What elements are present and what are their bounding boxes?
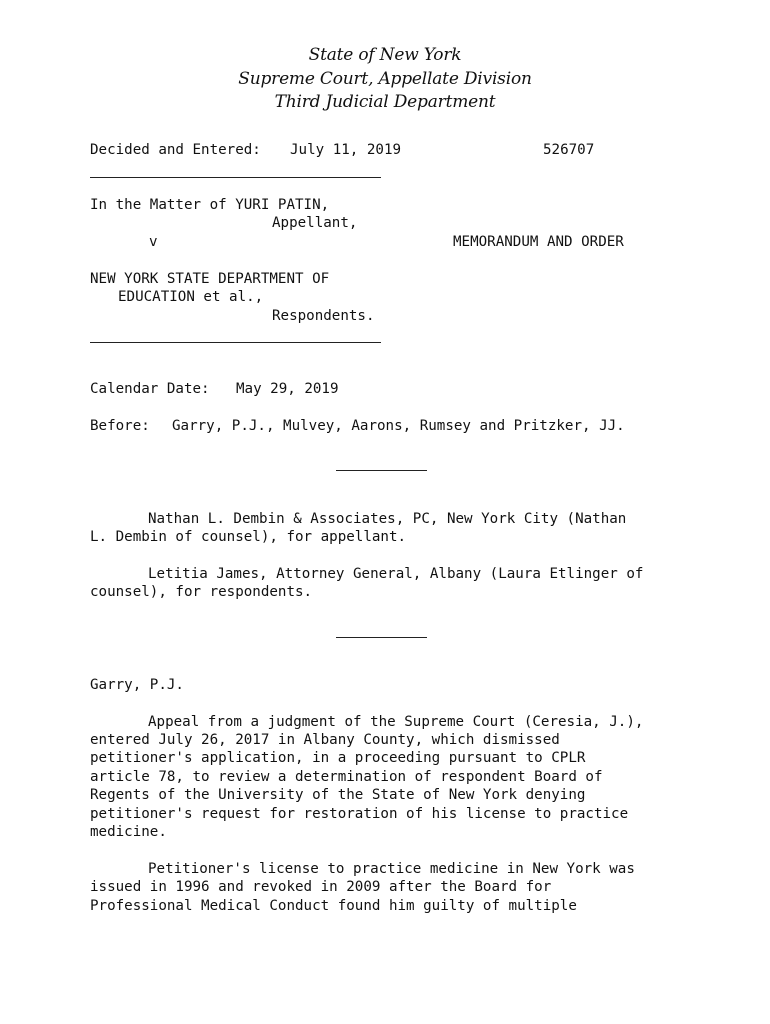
respondent-name-line2: EDUCATION et al.,	[118, 289, 264, 305]
calendar-date: May 29, 2019	[236, 381, 339, 397]
appellant-counsel-line1: Nathan L. Dembin & Associates, PC, New York City (Nathan	[148, 511, 627, 527]
opinion-para1-line: entered July 26, 2017 in Albany County, which dismissed	[90, 732, 560, 748]
petitioner-role: Appellant,	[272, 215, 358, 231]
respondents-counsel-line2: counsel), for respondents.	[90, 584, 313, 600]
versus: v	[149, 234, 158, 250]
petitioner-name: In the Matter of YURI PATIN,	[90, 197, 330, 213]
court-state: State of New York	[308, 45, 462, 65]
docket-number: 526707	[543, 142, 595, 158]
decided-label: Decided and Entered:	[90, 142, 261, 158]
opinion-para2-line: Petitioner's license to practice medicine in New York was	[148, 861, 635, 877]
respondent-role: Respondents.	[272, 308, 375, 324]
opinion-author: Garry, P.J.	[90, 677, 184, 693]
opinion-para1-line: petitioner's request for restoration of his license to practice	[90, 806, 629, 822]
caption-rule-top	[90, 177, 381, 178]
decided-date: July 11, 2019	[290, 142, 402, 158]
opinion-para1-line: Regents of the University of the State of New York denying	[90, 787, 586, 803]
opinion-para1-line: petitioner's application, in a proceeding pursuant to CPLR	[90, 750, 586, 766]
appellant-counsel-line2: L. Dembin of counsel), for appellant.	[90, 529, 407, 545]
opinion-para1-line: medicine.	[90, 824, 167, 840]
opinion-para1-line: Appeal from a judgment of the Supreme Court (Ceresia, J.),	[148, 714, 644, 730]
opinion-para2-line: Professional Medical Conduct found him guilty of multiple	[90, 898, 577, 914]
respondents-counsel-line1: Letitia James, Attorney General, Albany (Laura Etlinger of	[148, 566, 644, 582]
opinion-para1-line: article 78, to review a determination of respondent Board of	[90, 769, 603, 785]
court-department: Third Judicial Department	[274, 92, 496, 112]
before-label: Before:	[90, 418, 150, 434]
document-type: MEMORANDUM AND ORDER	[453, 234, 624, 250]
opinion-para2-line: issued in 1996 and revoked in 2009 after the Board for	[90, 879, 552, 895]
calendar-label: Calendar Date:	[90, 381, 210, 397]
section-divider-1	[336, 470, 427, 471]
section-divider-2	[336, 637, 427, 638]
caption-rule-bottom	[90, 342, 381, 343]
bench-judges: Garry, P.J., Mulvey, Aarons, Rumsey and Pritzker, JJ.	[172, 418, 625, 434]
respondent-name-line1: NEW YORK STATE DEPARTMENT OF	[90, 271, 330, 287]
court-name: Supreme Court, Appellate Division	[238, 69, 532, 89]
